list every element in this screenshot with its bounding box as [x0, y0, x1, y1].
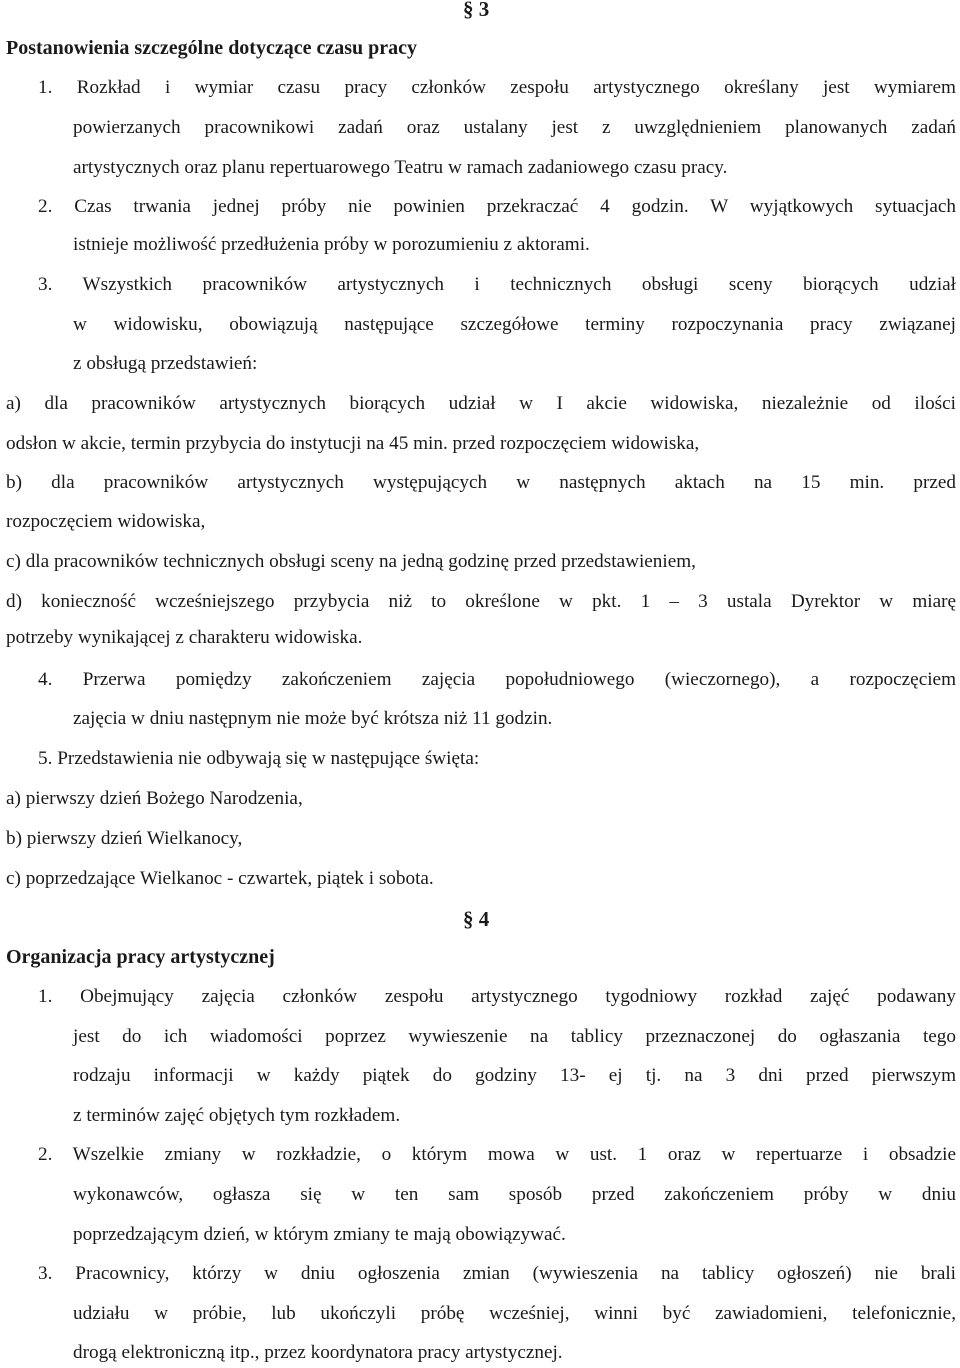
section-sign-4: § 4 [463, 907, 490, 931]
paragraph-line: potrzeby wynikającej z charakteru widowiska. [6, 627, 363, 648]
section-sign-3: § 3 [463, 0, 490, 21]
paragraph-line: udziału w próbie, lub ukończyli próbę wcześniej, winni być zawiadomieni, telefonicznie, [73, 1303, 956, 1324]
paragraph-line: d) konieczność wcześniejszego przybycia niż to określone w pkt. 1 – 3 ustala Dyrektor w miarę [6, 591, 956, 612]
paragraph-line: 3. Pracownicy, którzy w dniu ogłoszenia zmian (wywieszenia na tablicy ogłoszeń) nie brali [38, 1263, 956, 1284]
paragraph-line: 2. Wszelkie zmiany w rozkładzie, o którym mowa w ust. 1 oraz w repertuarze i obsadzie [38, 1144, 956, 1165]
paragraph-line: rodzaju informacji w każdy piątek do godziny 13- ej tj. na 3 dni przed pierwszym [73, 1065, 956, 1086]
paragraph-line: rozpoczęciem widowiska, [6, 511, 206, 532]
paragraph-line: c) dla pracowników technicznych obsługi sceny na jedną godzinę przed przedstawieniem, [6, 551, 696, 572]
paragraph-line: c) poprzedzające Wielkanoc - czwartek, piątek i sobota. [6, 868, 434, 889]
paragraph-line: b) dla pracowników artystycznych występujących w następnych aktach na 15 min. przed [6, 472, 956, 493]
paragraph-line: z terminów zajęć objętych tym rozkładem. [73, 1105, 401, 1126]
paragraph-line: zajęcia w dniu następnym nie może być krótsza niż 11 godzin. [73, 708, 553, 729]
paragraph-line: a) dla pracowników artystycznych biorących udział w I akcie widowiska, niezależnie od ilości [6, 393, 956, 414]
paragraph-line: odsłon w akcie, termin przybycia do instytucji na 45 min. przed rozpoczęciem widowiska, [6, 433, 700, 454]
paragraph-line: a) pierwszy dzień Bożego Narodzenia, [6, 788, 303, 809]
paragraph-line: 1. Rozkład i wymiar czasu pracy członków zespołu artystycznego określany jest wymiarem [38, 77, 956, 98]
paragraph-line: z obsługą przedstawień: [73, 353, 258, 374]
paragraph-line: 1. Obejmujący zajęcia członków zespołu artystycznego tygodniowy rozkład zajęć podawany [38, 986, 956, 1007]
paragraph-line: b) pierwszy dzień Wielkanocy, [6, 828, 243, 849]
paragraph-line: 2. Czas trwania jednej próby nie powinien przekraczać 4 godzin. W wyjątkowych sytuacjach [38, 196, 956, 217]
section-title-4: Organizacja pracy artystycznej [6, 946, 275, 968]
paragraph-line: wykonawców, ogłasza się w ten sam sposób przed zakończeniem próby w dniu [73, 1184, 956, 1205]
paragraph-line: 4. Przerwa pomiędzy zakończeniem zajęcia popołudniowego (wieczornego), a rozpoczęciem [38, 669, 956, 690]
paragraph-line: 5. Przedstawienia nie odbywają się w następujące święta: [38, 748, 480, 769]
paragraph-line: 3. Wszystkich pracowników artystycznych i technicznych obsługi sceny biorących udział [38, 274, 956, 295]
paragraph-line: artystycznych oraz planu repertuarowego Teatru w ramach zadaniowego czasu pracy. [73, 157, 728, 178]
paragraph-line: poprzedzającym dzień, w którym zmiany te mają obowiązywać. [73, 1224, 566, 1245]
paragraph-line: istnieje możliwość przedłużenia próby w porozumieniu z aktorami. [73, 234, 590, 255]
paragraph-line: jest do ich wiadomości poprzez wywieszenie na tablicy przeznaczonej do ogłaszania tego [73, 1026, 956, 1047]
paragraph-line: drogą elektroniczną itp., przez koordynatora pracy artystycznej. [73, 1342, 563, 1363]
paragraph-line: w widowisku, obowiązują następujące szczegółowe terminy rozpoczynania pracy związanej [73, 314, 956, 335]
section-title-3: Postanowienia szczególne dotyczące czasu pracy [6, 37, 418, 59]
paragraph-line: powierzanych pracownikowi zadań oraz ustalany jest z uwzględnieniem planowanych zadań [73, 117, 956, 138]
